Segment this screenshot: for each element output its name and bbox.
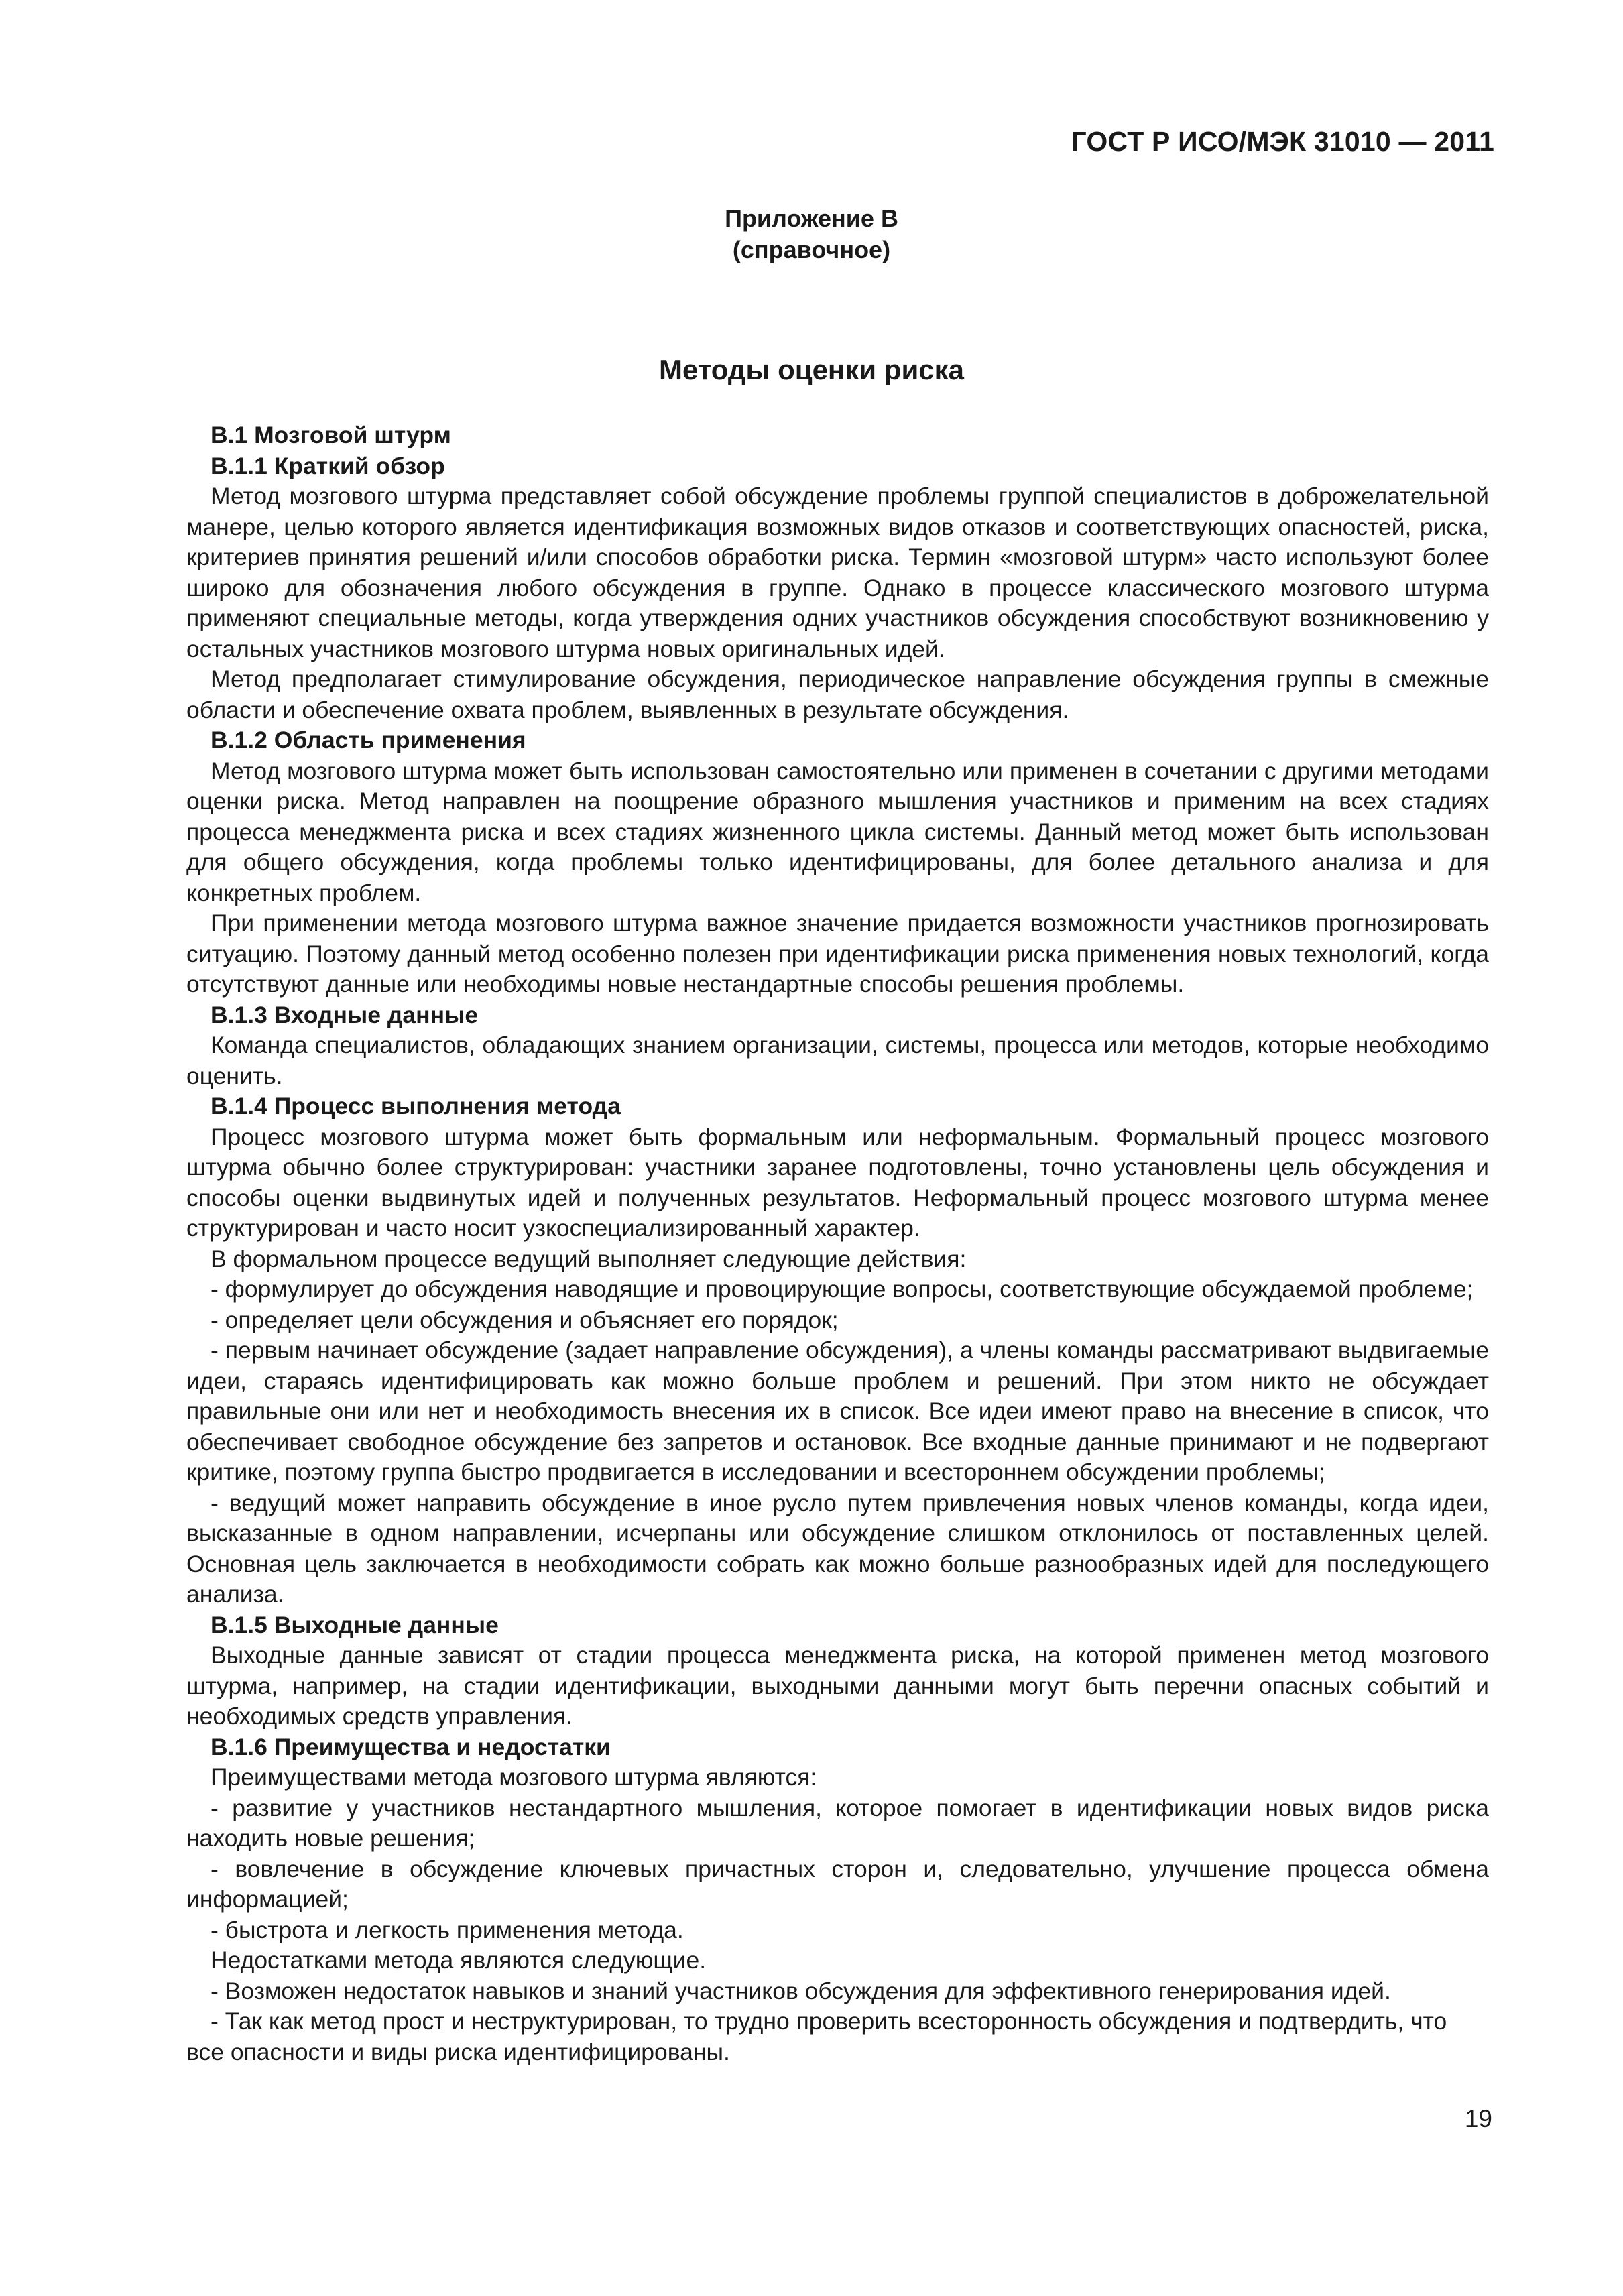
paragraph: - первым начинает обсуждение (задает направление обсуждения), а члены команды рассматривают выдвигаемые идеи, стараясь идентифицировать как можно больше проблем и решений. При этом никто не обсуждает правильные они или нет и необходимость внесения их в список. Все идеи имеют право на внесение в список, что обеспечивает свободное обсуждение без запретов и остановок. Все входные данные принимают и не подвергают критике, поэтому группа быстро продвигается в исследовании и всестороннем обсуждении проблемы; [186,1337,1489,1486]
paragraph: - вовлечение в обсуждение ключевых причастных сторон и, следовательно, улучшение процесса обмена информацией; [186,1855,1489,1913]
paragraph: - Возможен недостаток навыков и знаний участников обсуждения для эффективного генерирования идей. [211,1977,1391,2004]
paragraph: Метод мозгового штурма представляет собой обсуждение проблемы группой специалистов в доброжелательной манере, целью которого является идентификация возможных видов отказов и соответствующих опасностей, риска, критериев принятия решений и/или способов обработки риска. Термин «мозговой штурм» часто используют более широко для обозначения любого обсуждения в группе. Однако в процессе классического мозгового штурма применяют специальные методы, когда утверждения одних участников обсуждения способствуют возникновению у остальных участников мозгового штурма новых оригинальных идей. [186,483,1489,662]
paragraph: - определяет цели обсуждения и объясняет его порядок; [211,1306,839,1333]
section-heading: В.1.4 Процесс выполнения метода [211,1093,621,1120]
paragraph: - быстрота и легкость применения метода. [211,1916,684,1943]
paragraph: Преимуществами метода мозгового штурма являются: [211,1764,817,1791]
section-heading: В.1.3 Входные данные [211,1001,479,1028]
appendix-note: (справочное) [732,236,891,263]
section-heading: В.1.5 Выходные данные [211,1611,499,1638]
paragraph: Метод мозгового штурма может быть использован самостоятельно или применен в сочетании с другими методами оценки риска. Метод направлен на поощрение образного мышления участников и применим на всех стадиях процесса менеджмента риска и всех стадиях жизненного цикла системы. Данный метод может быть использован для общего обсуждения, когда проблемы только идентифицированы, для более детального анализа и для конкретных проблем. [186,757,1489,906]
appendix-heading [0,202,1623,265]
paragraph: В формальном процессе ведущий выполняет следующие действия: [211,1245,967,1272]
document-body [186,420,1489,2067]
paragraph: - ведущий может направить обсуждение в иное русло путем привлечения новых членов команды, когда идеи, высказанные в одном направлении, исчерпаны или обсуждение слишком отклонилось от поставленных целей. Основная цель заключается в необходимости собрать как можно больше разнообразных идей для последующего анализа. [186,1489,1489,1608]
standard-designation: ГОСТ Р ИСО/МЭК 31010 — 2011 [1071,126,1494,157]
paragraph: Команда специалистов, обладающих знанием организации, системы, процесса или методов, которые необходимо оценить. [186,1032,1489,1089]
paragraph: Выходные данные зависят от стадии процесса менеджмента риска, на которой применен метод мозгового штурма, например, на стадии идентификации, выходными данными могут быть перечни опасных событий и необходимых средств управления. [186,1642,1489,1730]
section-heading: В.1.1 Краткий обзор [211,452,445,479]
paragraph: Метод предполагает стимулирование обсуждения, периодическое направление обсуждения группы в смежные области и обеспечение охвата проблем, выявленных в результате обсуждения. [186,666,1489,723]
paragraph: - формулирует до обсуждения наводящие и провоцирующие вопросы, соответствующие обсуждаемой проблеме; [211,1276,1474,1303]
section-title: Методы оценки риска [658,354,965,385]
paragraph: Недостатками метода являются следующие. [211,1947,707,1974]
page-number: 19 [1464,2105,1492,2132]
paragraph: - Так как метод прост и неструктурирован, то трудно проверить всесторонность обсуждения и подтвердить, что все опасности и виды риска идентифицированы. [186,2008,1447,2065]
appendix-label: Приложение В [725,204,898,232]
section-heading: В.1.6 Преимущества и недостатки [211,1733,611,1760]
paragraph: При применении метода мозгового штурма важное значение придается возможности участников прогнозировать ситуацию. Поэтому данный метод особенно полезен при идентификации риска применения новых технологий, когда отсутствуют данные или необходимы новые нестандартные способы решения проблемы. [186,910,1489,998]
paragraph: - развитие у участников нестандартного мышления, которое помогает в идентификации новых видов риска находить новые решения; [186,1794,1489,1852]
section-heading: В.1.2 Область применения [211,727,526,753]
paragraph: Процесс мозгового штурма может быть формальным или неформальным. Формальный процесс мозгового штурма обычно более структурирован: участники заранее подготовлены, точно установлены цель обсуждения и способы оценки выдвинутых идей и полученных результатов. Неформальный процесс мозгового штурма менее структурирован и часто носит узкоспециализированный характер. [186,1123,1489,1242]
section-heading: В.1 Мозговой штурм [211,422,451,448]
